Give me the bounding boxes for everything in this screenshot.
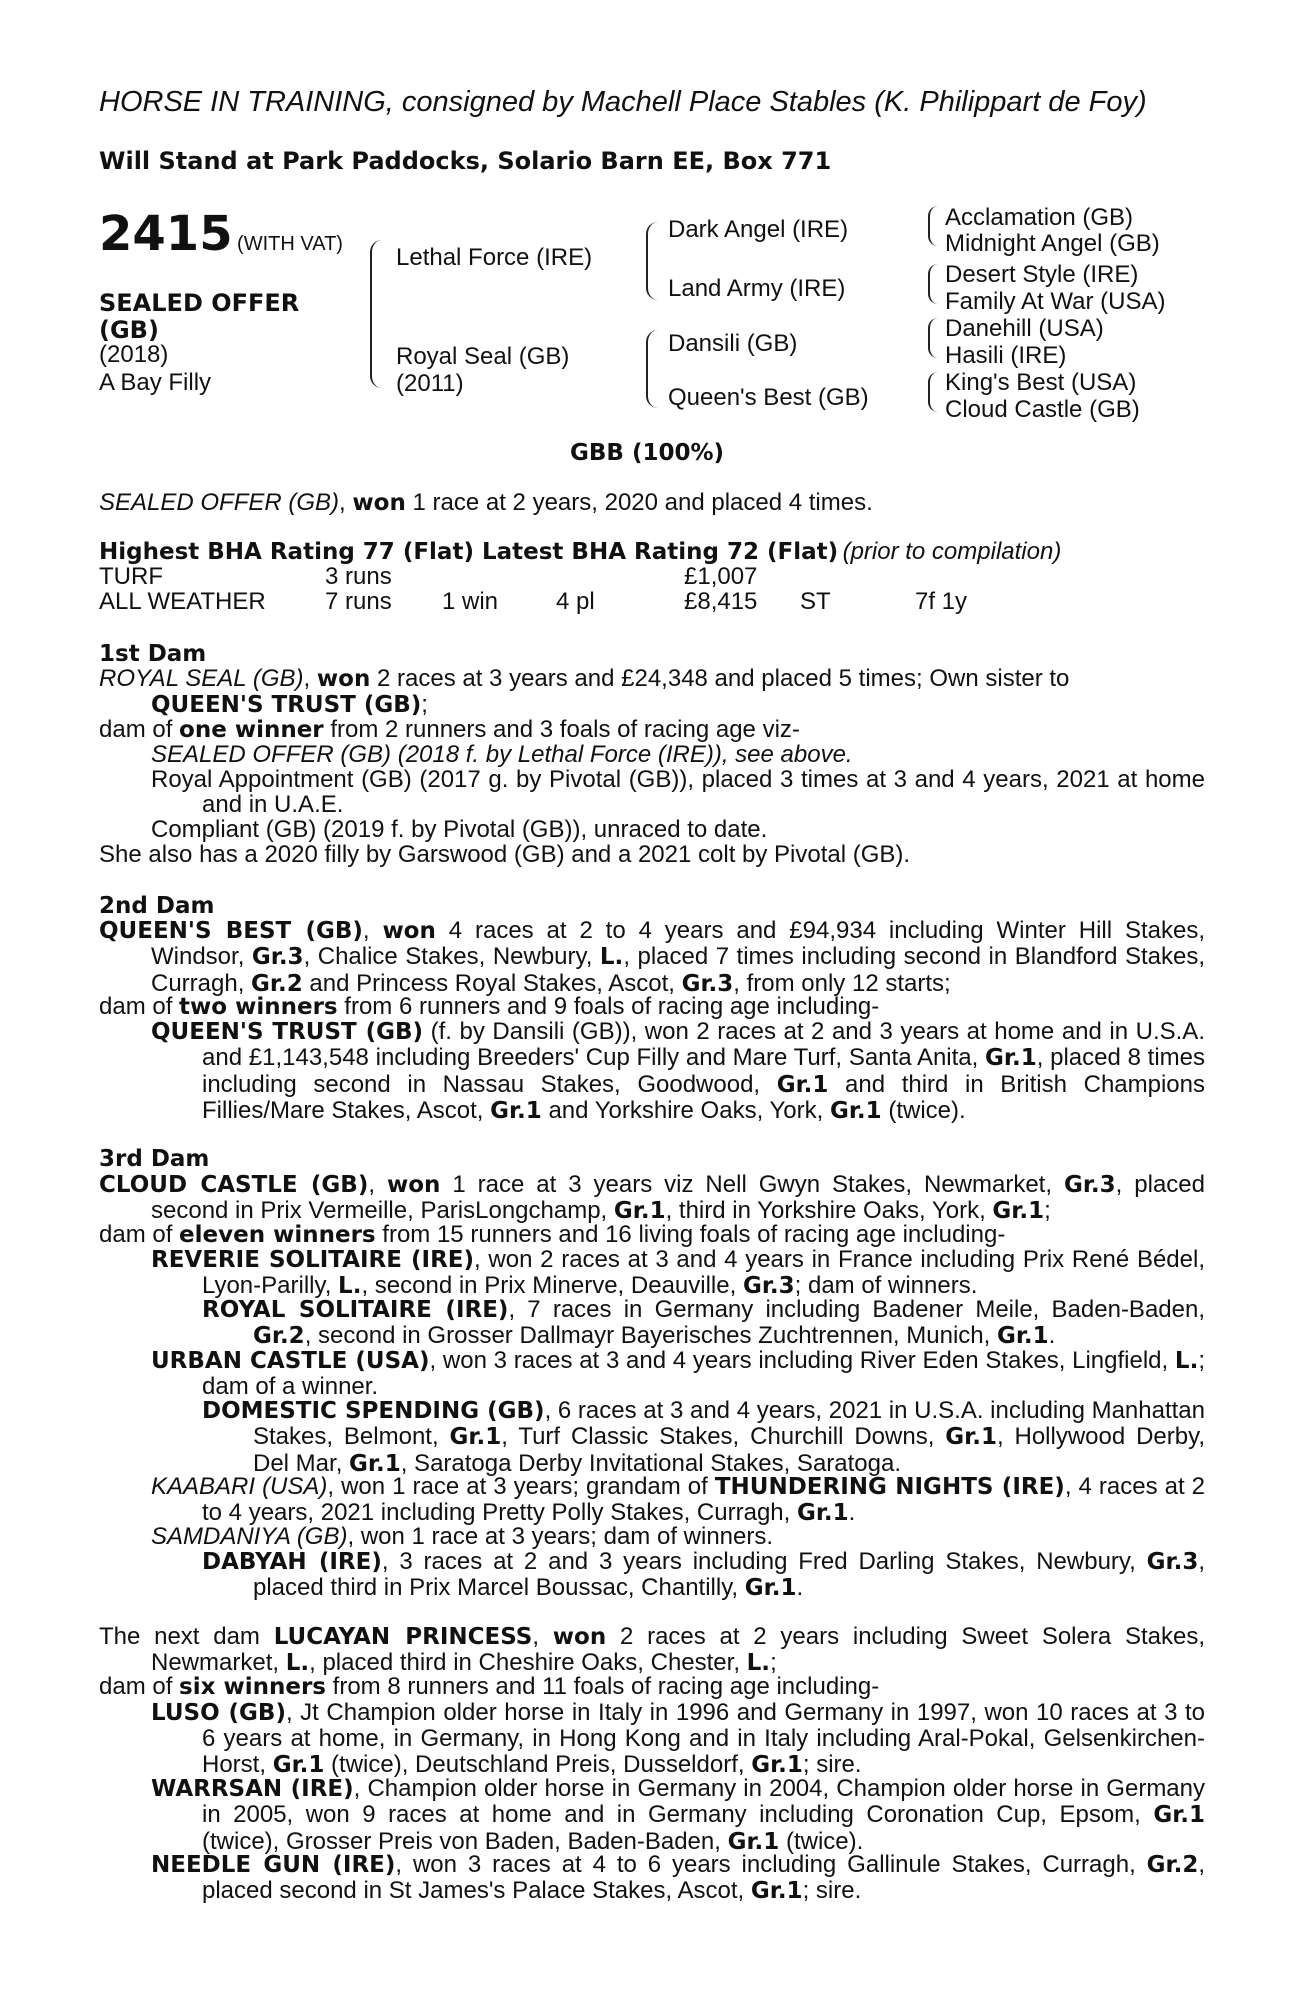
next-damof: dam of [99,1673,180,1700]
rating-earnings: £1,007 [684,563,758,590]
dam3-e-name: URBAN CASTLE (USA) [151,1348,430,1374]
pedigree-dam-sire: Dansili (GB) [668,330,798,357]
dam3-i-name: DABYAH (IRE) [202,1549,382,1575]
pedigree-sss: Acclamation (GB) [945,204,1134,231]
dam3-d-name: ROYAL SOLITAIRE (IRE) [202,1297,509,1323]
next-c-t2: (twice), Deutschland Preis, Dusseldorf, [324,1750,752,1778]
dam1-sister: QUEEN'S TRUST (GB) [151,692,422,718]
dam3-g1: Gr.3 [1063,1172,1116,1198]
rating-surface: TURF [99,563,163,590]
dam3-h-name: SAMDANIYA (GB) [151,1523,348,1550]
vat-note: (WITH VAT) [237,233,343,255]
next-c-g2: Gr.1 [751,1751,803,1778]
pedigree-brace-dam [646,330,658,408]
pedigree-brace-3d [928,372,938,412]
dam3-c-t3: ; dam of winners. [794,1272,978,1300]
dam3-damof: dam of [99,1221,180,1248]
dam3-d-t2: , second in Grosser Dallmayr Bayerisches Zuchtrennen, Munich, [304,1322,997,1350]
rating-earnings: £8,415 [684,588,758,615]
dam1-won: won [316,666,371,692]
first-dam-note: She also has a 2020 filly by Garswood (GB) and a 2021 colt by Pivotal (GB). [99,841,911,868]
pedigree-brace-sire [646,222,658,300]
next-e-t1: , won 3 races at 4 to 6 years including Gallinule Stakes, Curragh, [395,1851,1147,1878]
dam3-d-g1: Gr.2 [253,1323,305,1350]
pedigree-dam: Royal Seal (GB) [396,343,570,370]
dam3-name: CLOUD CASTLE (GB) [99,1172,369,1198]
dam3-won: won [386,1172,441,1198]
rating-places: 4 pl [556,588,595,615]
dam2-g4: Gr.3 [681,970,734,997]
dam2-t4: and Princess Royal Stakes, Ascot, [302,969,682,997]
dam3-c-g1: L. [338,1273,362,1300]
next-e-name: NEEDLE GUN (IRE) [151,1852,396,1878]
dam3-d-t1: , 7 races in Germany including Badener Meile, Baden-Baden, [508,1296,1205,1323]
pedigree-dam-year: (2011) [396,370,464,397]
rating-track: ST [800,588,831,615]
second-dam-damof [99,994,1205,1020]
rating-distance: 7f 1y [915,588,968,615]
dam3-d-g2: Gr.1 [996,1323,1049,1350]
next-winners: six winners [179,1674,326,1700]
second-dam-offspring [99,1019,1205,1124]
first-dam-offspring-3: Compliant (GB) (2019 f. by Pivotal (GB)), unraced to date. [151,816,768,843]
dam3-i-g2: Gr.1 [744,1575,797,1602]
dam3-g3: Gr.1 [992,1198,1045,1225]
next-sep: , [532,1623,553,1650]
dam3-g-grand: THUNDERING NIGHTS (IRE) [714,1474,1065,1500]
dam3-i-g1: Gr.3 [1146,1549,1199,1575]
pedigree-dss: Danehill (USA) [945,315,1104,342]
lot-number: 2415 [99,206,233,262]
dam3-d-t3: . [1048,1322,1056,1350]
rating-runs: 3 runs [325,563,392,590]
next-e-g1: Gr.2 [1146,1852,1199,1878]
dam3-t3: , third in Yorkshire Oaks, York, [665,1197,993,1225]
lot-number-block [99,206,343,262]
summary-horse-name: SEALED OFFER (GB) [99,489,340,516]
summary-won: won [352,490,406,516]
dam1-winners: one winner [179,717,324,743]
dam3-c-name: REVERIE SOLITAIRE (IRE) [151,1247,475,1273]
third-dam-offspring-2 [99,1348,1205,1400]
third-dam-offspring-1 [99,1247,1205,1300]
dam3-h-t1: , won 1 race at 3 years; dam of winners. [347,1523,774,1550]
dam2-winners: two winners [179,994,338,1020]
rating-wins: 1 win [442,588,499,615]
dam3-g-t2: , 4 races at 2 to 4 years, 2021 including Pretty Polly Stakes, Curragh, [202,1473,1205,1527]
third-dam-offspring-3 [99,1474,1205,1527]
dam2-t3: , placed 7 times including second in Blandford Stakes, Curragh, [151,943,1205,997]
pedigree-dsd: Hasili (IRE) [945,342,1067,369]
next-e-g2: Gr.1 [750,1878,803,1905]
second-dam-para1 [99,918,1205,997]
dam3-e-t2: ; dam of a winner. [202,1347,1205,1401]
rating-surface: ALL WEATHER [99,588,266,615]
horse-description: A Bay Filly [99,369,212,396]
next-foals: from 8 runners and 11 foals of racing age including- [325,1673,880,1700]
pedigree-brace-3a [928,206,938,246]
horse-name: SEALED OFFER [99,289,300,317]
summary-rest: 1 race at 2 years, 2020 and placed 4 times. [405,489,873,516]
dam3-c-t2: , second in Prix Minerve, Deauville, [361,1272,743,1300]
dam2-name: QUEEN'S BEST (GB) [99,918,363,944]
dam3-sep: , [368,1171,387,1198]
dam2-t1: 4 races at 2 to 4 years and £94,934 including Winter Hill Stakes, Windsor, [151,917,1206,971]
next-c-t3: ; sire. [802,1750,862,1778]
dam3-c-t1: , won 2 races at 3 and 4 years in France including Prix René Bédel, Lyon-Parilly, [202,1246,1205,1300]
dam2-foals: from 6 runners and 9 foals of racing age including- [337,993,880,1020]
dam3-f-g1: Gr.1 [449,1424,502,1451]
next-d-t1: , Champion older horse in Germany in 2004, Champion older horse in Germany in 2005, won 9 races at home and in Germany including Coronation Cup, Epsom, [202,1775,1206,1829]
rating-runs: 7 runs [325,588,392,615]
dam1-text: 2 races at 3 years and £24,348 and placed 5 times; Own sister to [370,665,1070,692]
next-dam-offspring-2 [99,1776,1205,1855]
third-dam-grand-1 [99,1297,1205,1350]
dam3-g-t3: . [848,1499,856,1527]
dam2-off-t4: and Yorkshire Oaks, York, [541,1096,830,1124]
next-d-t3: (twice). [779,1827,864,1855]
next-intro: The next dam [99,1623,274,1650]
third-dam-damof [99,1222,1205,1248]
dam3-i-t1: , 3 races at 2 and 3 years including Fred Darling Stakes, Newbury, [381,1548,1147,1575]
second-dam-heading: 2nd Dam [99,893,215,919]
dam2-off-g1: Gr.1 [985,1045,1037,1072]
pedigree-ssd: Midnight Angel (GB) [945,230,1160,257]
dam1-damof: dam of [99,716,180,743]
dam2-off-t2: , placed 8 times including second in Nassau Stakes, Goodwood, [202,1044,1205,1098]
next-e-t2: , placed second in St James's Palace Stakes, Ascot, [202,1851,1205,1905]
next-d-g2: Gr.1 [727,1828,780,1855]
next-t2: , placed third in Cheshire Oaks, Chester, [309,1649,747,1677]
dam3-e-t1: , won 3 races at 3 and 4 years including River Eden Stakes, Lingfield, [429,1347,1175,1374]
next-won: won [552,1624,607,1650]
first-dam-heading: 1st Dam [99,641,207,667]
dam3-t4: ; [1044,1197,1051,1225]
dam2-won: won [382,918,436,944]
next-t3: ; [770,1649,777,1677]
next-e-t3: ; sire. [802,1877,862,1905]
dam3-winners: eleven winners [179,1222,376,1248]
dam2-off-g2: Gr.1 [776,1071,829,1098]
dam2-off-name: QUEEN'S TRUST (GB) [151,1019,424,1045]
horse-year: (2018) [99,341,169,368]
third-dam-offspring-4 [99,1524,1205,1549]
horse-country: (GB) [99,316,159,344]
third-dam-heading: 3rd Dam [99,1146,210,1172]
dam2-off-t3: and third in British Champions Fillies/Mare Stakes, Ascot, [202,1070,1206,1124]
pedigree-brace-3b [928,264,938,304]
dam2-off-t1: (f. by Dansili (GB)), won 2 races at 2 and 3 years at home and in U.S.A. and £1,143,548 including Breeders' Cup Filly and Mare Turf, Santa Anita, [202,1018,1205,1072]
rating-note: (prior to compilation) [842,538,1062,565]
pedigree-sire: Lethal Force (IRE) [396,244,593,271]
dam2-g1: Gr.3 [251,944,304,971]
pedigree-brace-3c [928,318,938,358]
next-d-name: WARRSAN (IRE) [151,1776,354,1802]
next-g2: L. [746,1650,771,1677]
dam2-t2: , Chalice Stakes, Newbury, [303,943,600,971]
dam1-sister-sep: ; [421,691,428,718]
bha-ratings: Highest BHA Rating 77 (Flat) Latest BHA Rating 72 (Flat) [99,539,839,565]
next-c-g1: Gr.1 [272,1751,325,1778]
dam3-f-t1: , 6 races at 3 and 4 years, 2021 in U.S.A. including Manhattan Stakes, Belmont, [253,1397,1206,1451]
dam3-f-g3: Gr.1 [349,1450,401,1477]
dam3-f-t3: , Hollywood Derby, Del Mar, [253,1423,1206,1477]
stand-location: Will Stand at Park Paddocks, Solario Barn EE, Box 771 [99,147,832,175]
dam3-foals: from 15 runners and 16 living foals of racing age including- [375,1221,1006,1248]
dam2-off-g3: Gr.1 [490,1097,542,1124]
pedigree-sdd: Family At War (USA) [945,288,1166,315]
next-dam-damof [99,1674,1205,1700]
dam3-i-t2: , placed third in Prix Marcel Boussac, Chantilly, [253,1548,1205,1602]
dam2-g2: L. [599,944,624,971]
first-dam-offspring-1: SEALED OFFER (GB) (2018 f. by Lethal Force (IRE)), see above. [151,741,853,768]
pedigree-brace-main [370,240,382,388]
next-d-g1: Gr.1 [1153,1802,1205,1829]
dam3-e-g1: L. [1174,1348,1199,1374]
dam2-sep: , [362,917,383,944]
dam2-off-t5: (twice). [881,1096,966,1124]
dam3-f-g2: Gr.1 [945,1424,997,1451]
race-summary: SEALED OFFER (GB), won 1 race at 2 years, 2020 and placed 4 times. [99,489,873,516]
third-dam-grand-3 [99,1549,1205,1602]
dam2-damof: dam of [99,993,180,1020]
page-title: HORSE IN TRAINING, consigned by Machell Place Stables (K. Philippart de Foy) [99,86,1147,118]
dam3-t1: 1 race at 3 years viz Nell Gwyn Stakes, Newmarket, [440,1171,1064,1198]
dam2-g3: Gr.2 [251,970,303,997]
next-dam-offspring-1 [99,1700,1205,1778]
next-t1: 2 races at 2 years including Sweet Solera Stakes, Newmarket, [151,1623,1205,1677]
dam2-t5: , from only 12 starts; [733,969,951,997]
dam3-f-t4: , Saratoga Derby Invitational Stakes, Saratoga. [400,1449,902,1477]
first-dam-offspring-2: Royal Appointment (GB) (2017 g. by Pivotal (GB)), placed 3 times at 3 and 4 years, 2021 at home and in U.A.E. [151,766,1205,819]
third-dam-grand-2 [99,1398,1205,1477]
pedigree-dam-dam: Queen's Best (GB) [668,384,869,411]
next-dam-para [99,1624,1205,1677]
pedigree-sire-sire: Dark Angel (IRE) [668,216,849,243]
pedigree-sds: Desert Style (IRE) [945,261,1139,288]
dam3-c-g2: Gr.3 [742,1273,795,1300]
next-c-t1: , Jt Champion older horse in Italy in 1996 and Germany in 1997, won 10 races at 3 to 6 years at home, in Germany, in Hong Kong and in Italy including Aral-Pokal, Gelsenkirchen-Horst, [202,1699,1205,1778]
dam3-i-t3: . [796,1574,804,1602]
dam3-g-t1: , won 1 race at 3 years; grandam of [327,1473,715,1500]
next-name: LUCAYAN PRINCESS [273,1624,533,1650]
pedigree-ddd: Cloud Castle (GB) [945,396,1140,423]
next-dam-offspring-3 [99,1852,1205,1905]
next-d-t2: (twice), Grosser Preis von Baden, Baden-Baden, [202,1827,728,1855]
dam1-name: ROYAL SEAL (GB) [99,665,304,692]
dam3-t2: , placed second in Prix Vermeille, ParisLongchamp, [151,1171,1205,1225]
dam1-foals: from 2 runners and 3 foals of racing age viz- [323,716,800,743]
dam3-f-t2: , Turf Classic Stakes, Churchill Downs, [501,1423,946,1451]
pedigree-sire-dam: Land Army (IRE) [668,275,846,302]
gbb-status: GBB (100%) [570,440,725,466]
bha-rating-line [99,539,1061,565]
dam3-f-name: DOMESTIC SPENDING (GB) [202,1398,545,1424]
dam3-g-g1: Gr.1 [796,1500,849,1527]
next-g1: L. [285,1650,310,1677]
dam3-g2: Gr.1 [613,1198,666,1225]
third-dam-para1 [99,1172,1205,1225]
first-dam-line3 [99,717,1205,743]
first-dam-line1: ROYAL SEAL (GB), won 2 races at 3 years and £24,348 and placed 5 times; Own sister to [99,665,1070,692]
dam2-off-g4: Gr.1 [829,1097,882,1124]
first-dam-line2 [99,692,1205,718]
next-c-name: LUSO (GB) [151,1700,286,1726]
pedigree-dds: King's Best (USA) [945,369,1137,396]
dam3-g-name: KAABARI (USA) [151,1473,328,1500]
